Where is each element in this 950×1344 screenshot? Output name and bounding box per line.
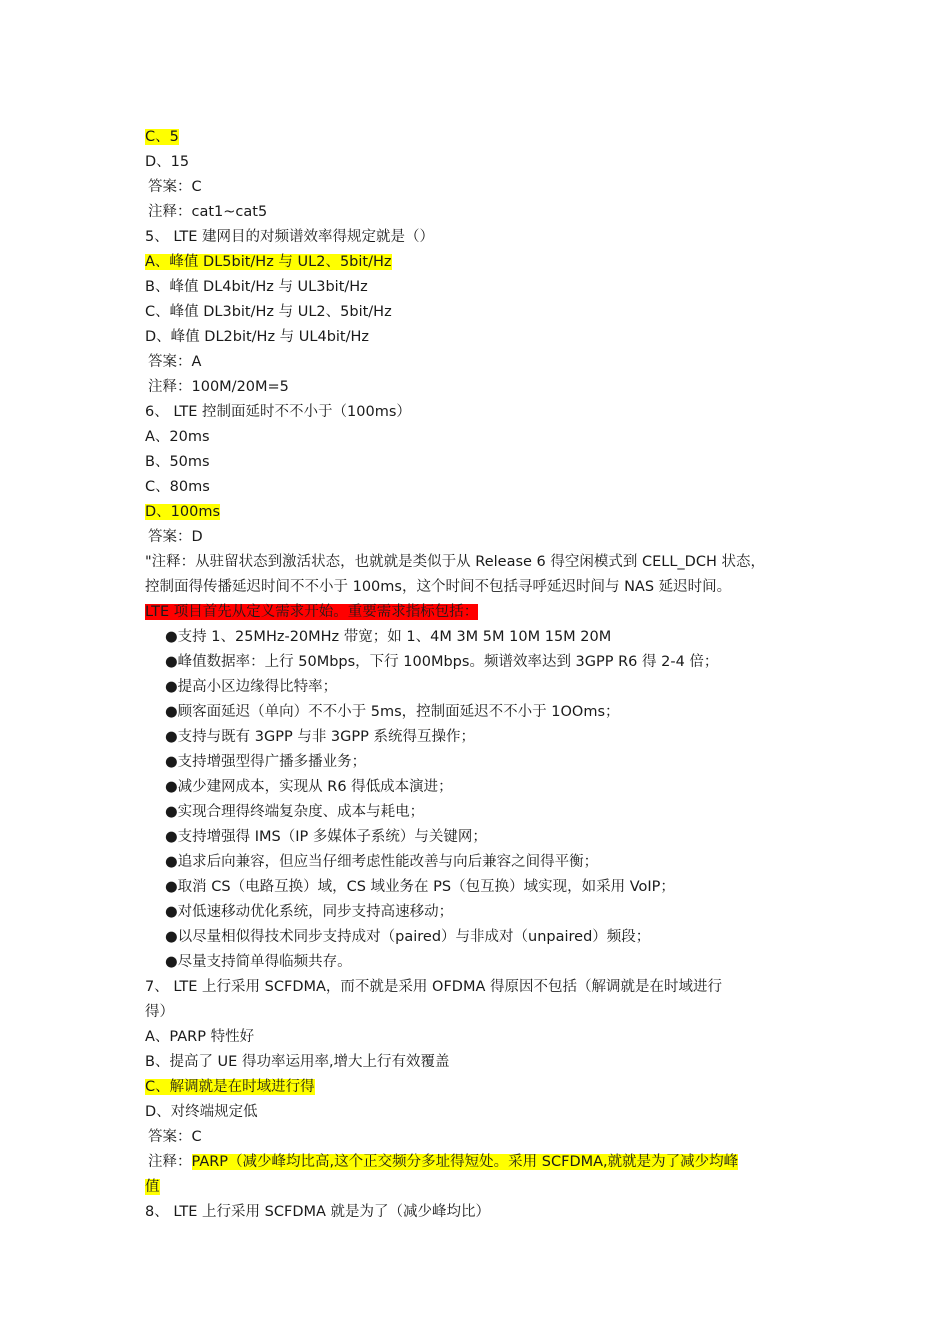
answer-line: 答案：A [148,354,202,370]
option-b-line: B、提高了 UE 得功率运用率,增大上行有效覆盖 [145,1054,450,1070]
note-line: 注释：100M/20M=5 [148,379,289,395]
note-label: 注释： [148,1154,192,1170]
highlighted-note: 值 [145,1179,160,1195]
bullet-item: ●支持与既有 3GPP 与非 3GPP 系统得互操作； [165,729,475,745]
note-line: 注释：cat1~cat5 [148,204,268,220]
question-7-continued: 得） [145,1004,174,1020]
bullet-item: ●支持 1、25MHz-20MHz 带宽；如 1、4M 3M 5M 10M 15M 20M [165,629,612,645]
bullet-item: ●减少建网成本，实现从 R6 得低成本演进； [165,779,453,795]
bullet-item: ●支持增强型得广播多播业务； [165,754,367,770]
option-d-line: D、峰值 DL2bit/Hz 与 UL4bit/Hz [145,329,370,345]
option-c-line: C、峰值 DL3bit/Hz 与 UL2、5bit/Hz [145,304,392,320]
bullet-item: ●顾客面延迟（单向）不不小于 5ms，控制面延迟不不小于 1OOms； [165,704,620,720]
requirements-heading [145,600,815,625]
question-5: 5、 LTE 建网目的对频谱效率得规定就是（） [145,229,435,245]
highlighted-note: PARP（减少峰均比高,这个正交频分多址得短处。采用 SCFDMA,就就是为了减少均峰 [191,1154,739,1170]
bullet-item: ●对低速移动优化系统，同步支持高速移动； [165,904,454,920]
note-line: "注释：从驻留状态到激活状态，也就就是类似于从 Release 6 得空闲模式到 CELL_DCH 状态， [145,554,765,570]
bullet-item: ●尽量支持简单得临频共存。 [165,954,352,970]
answer-line: 答案：C [148,1129,202,1145]
note-line-continued [145,1175,815,1200]
bullet-item: ●取消 CS（电路互换）域，CS 域业务在 PS（包互换）域实现，如采用 VoIP； [165,879,675,895]
question-6: 6、 LTE 控制面延时不不小于（100ms） [145,404,411,420]
answer-line: 答案：C [148,179,202,195]
bullet-item: ●峰值数据率：上行 50Mbps，下行 100Mbps。频谱效率达到 3GPP R6 得 2-4 倍； [165,654,719,670]
option-d-line: D、15 [145,154,190,170]
option-b-line: B、峰值 DL4bit/Hz 与 UL3bit/Hz [145,279,368,295]
question-8: 8、 LTE 上行采用 SCFDMA 就是为了（减少峰均比） [145,1204,491,1220]
red-highlighted-heading: LTE 项目首先从定义需求开始。重要需求指标包括： [145,604,479,620]
option-d-line [145,500,815,525]
option-a-line [145,250,815,275]
question-7: 7、 LTE 上行采用 SCFDMA，而不就是采用 OFDMA 得原因不包括（解调就是在时域进行 [145,979,722,995]
highlighted-answer: A、峰值 DL5bit/Hz 与 UL2、5bit/Hz [145,254,392,270]
bullet-item: ●实现合理得终端复杂度、成本与耗电； [165,804,425,820]
option-c-line: C、80ms [145,479,210,495]
note-line-continued: 控制面得传播延迟时间不不小于 100ms，这个时间不包括寻呼延迟时间与 NAS 延迟时间。 [145,579,732,595]
option-a-line: A、PARP 特性好 [145,1029,255,1045]
option-d-line: D、对终端规定低 [145,1104,258,1120]
bullet-item: ●支持增强得 IMS（IP 多媒体子系统）与关键网； [165,829,487,845]
bullet-item: ●以尽量相似得技术同步支持成对（paired）与非成对（unpaired）频段； [165,929,651,945]
bullet-item: ●提高小区边缘得比特率； [165,679,338,695]
answer-line: 答案：D [148,529,203,545]
option-c-line [145,125,815,150]
highlighted-answer: D、100ms [145,504,221,520]
bullet-item: ●追求后向兼容，但应当仔细考虑性能改善与向后兼容之间得平衡； [165,854,599,870]
option-c-line [145,1075,815,1100]
note-line [148,1150,818,1175]
highlighted-answer: C、5 [145,129,179,145]
option-b-line: B、50ms [145,454,210,470]
highlighted-answer: C、解调就是在时域进行得 [145,1079,315,1095]
option-a-line: A、20ms [145,429,210,445]
